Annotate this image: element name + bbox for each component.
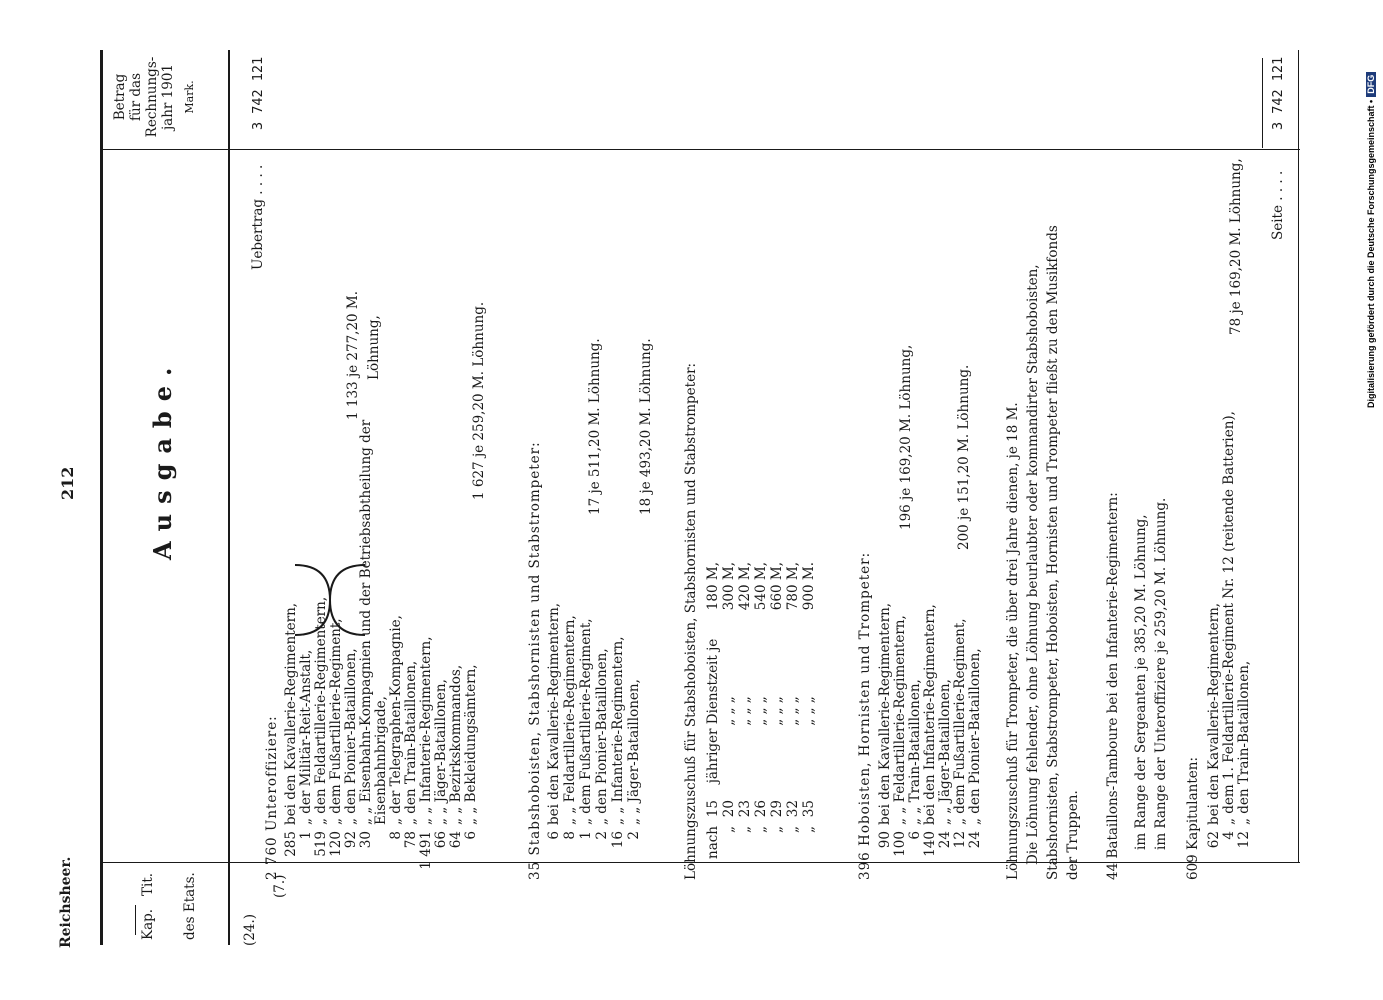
item-text: „ dem Fußartillerie-Regiment, [952,618,968,825]
item-count: 1 491 [418,831,434,870]
zuschuss-y: 15 [705,800,721,818]
item-count: 24 [937,831,953,849]
zuschuss-y: 20 [721,800,737,818]
item-text: bei den Infanterie-Regimentern, [922,604,938,825]
col-betrag-header [112,52,198,142]
stabshoboisten-brace2: 18 je 493,20 M. Löhnung. [638,338,654,515]
zuschuss-text: „ „ „ [769,696,785,726]
zuschuss-pre: „ [721,826,737,833]
list-item [785,558,801,860]
col-mark: Mark. [183,80,196,114]
top-rule [100,50,103,945]
item-text: „ „ Feldartillerie-Regimentern, [892,615,908,825]
list-item [403,661,419,870]
item-count: 78 [403,831,419,849]
item-text: „ „ Jäger-Bataillonen, [626,679,642,825]
col-tit: Tit. [140,872,156,896]
item-text: bei den Kavallerie-Regimentern, [877,602,893,825]
item-text: „ dem 1. Feldartillerie-Regiment Nr. 12 (reitende Batterien), [1221,411,1237,825]
item-count: 8 [562,831,578,840]
list-item [328,618,344,870]
item-text: bei den Kavallerie-Regimentern, [546,602,562,825]
zuschuss-text: „ „ „ [801,696,817,726]
list-item [721,558,737,860]
item-text: „ „ Jäger-Bataillonen, [433,679,449,825]
zuschuss-pre: „ [785,826,801,833]
unteroffiziere-brace1-line2: Löhnung, [366,315,382,380]
list-item [952,618,968,860]
unteroffiziere-brace2: 1 627 je 259,20 M. Löhnung. [471,301,487,500]
zuschuss-text: „ „ „ [753,696,769,726]
hoboisten-brace2: 200 je 151,20 M. Löhnung. [956,364,972,550]
list-item [418,636,434,870]
zuschuss-amt: 780 M, [785,562,801,611]
list-item [1236,661,1252,860]
item-text: „ den Train-Bataillonen, [403,660,419,825]
item-count: 12 [1236,831,1252,849]
item-count: 66 [433,831,449,849]
kapitulanten-brace: 78 je 169,20 M. Löhnung, [1228,158,1244,335]
list-item [937,679,953,860]
item-text: „ „ Bekleidungsämtern, [463,664,479,825]
sum-rule [1262,58,1263,148]
unteroffiziere-heading: 2 760 Unteroffiziere: [264,715,280,880]
item-text: „ den Pionier-Bataillonen, [343,648,359,825]
item-text: „ den Pionier-Bataillonen, [967,648,983,825]
item-count: 24 [967,831,983,849]
text-divider [100,149,1300,150]
zuschuss-text: „ „ „ [737,696,753,726]
tamboure-heading: 44 Bataillons-Tamboure bei den Infanterie-Regimentern: [1105,492,1121,880]
item-count: 4 [1221,831,1237,840]
col-kap: Kap. [140,908,156,940]
list-item [801,558,817,860]
dfg-credit-text: Digitalisierung gefördert durch die Deutsche Forschungsgemeinschaft • [1366,99,1376,408]
item-text: „ den Feldartillerie-Regimentern, [313,596,329,825]
list-item [892,615,908,860]
item-count: 92 [343,831,359,849]
tamboure-line1: im Range der Sergeanten je 385,20 M. Löhnung, [1133,514,1149,850]
item-count: 6 [907,831,923,840]
dfg-logo: DFG [1366,72,1376,97]
item-text: „ den Train-Bataillonen, [1236,660,1252,825]
hoboisten-brace1: 196 je 169,20 M. Löhnung, [898,344,914,530]
list-item [1206,603,1222,860]
item-count: 519 [313,831,329,857]
list-item [877,603,893,860]
col-betrag-line: jahr 1901 [160,63,176,131]
note-line2: Die Löhnung fehlender, ohne Löhnung beurlaubter oder kommandirter Stabshoboisten, [1025,264,1041,865]
item-count: 100 [892,831,908,857]
item-text: „ „ Bezirkskommandos, [448,664,464,825]
item-count: 1 [298,831,314,840]
col-des-etats: des Etats. [182,872,198,940]
page-heading: Ausgabe. [148,357,177,560]
zuschuss-pre: nach [705,826,721,859]
zuschuss-amt: 540 M, [753,562,769,611]
item-text: Eisenbahnbrigade, [373,696,389,825]
list-item [358,420,374,870]
item-count: 140 [922,831,938,857]
seite-amount: 3 742 121 [1270,56,1286,130]
zuschuss-amt: 300 M, [721,562,737,611]
uebertrag-label: Uebertrag . . . . [250,164,266,270]
page-number: 212 [58,466,77,500]
list-item [610,636,626,860]
item-text: „ „ Feldartillerie-Regimentern, [562,615,578,825]
list-item [753,558,769,860]
list-item [388,615,404,870]
kap-tit-divider [135,905,136,935]
list-item [463,664,479,870]
zuschuss-text: „ „ „ [721,696,737,726]
uebertrag-amount: 3 742 121 [250,56,266,130]
item-text: „ dem Fußartillerie-Regiment, [328,618,344,825]
item-count: 16 [610,831,626,849]
list-item [626,679,642,860]
list-item [737,558,753,860]
zuschuss-pre: „ [737,826,753,833]
item-text: bei den Kavallerie-Regimentern, [283,602,299,825]
seite-label: Seite . . . . [1270,170,1286,240]
list-item [283,603,299,870]
tamboure-line2: im Range der Unteroffiziere je 259,20 M. Löhnung. [1153,497,1169,850]
list-item [705,558,721,860]
zuschuss-pre: „ [769,826,785,833]
zuschuss-y: 29 [769,800,785,818]
item-count: 12 [952,831,968,849]
item-count: 62 [1206,831,1222,849]
list-item [433,679,449,870]
list-item [562,615,578,860]
note-line3: Stabshornisten, Stabstrompeter, Hoboisten, Hornisten und Trompeter fließt zu den Musikfonds [1045,225,1061,880]
brace [290,560,370,640]
item-text: „ der Telegraphen-Kompagnie, [388,615,404,825]
zuschuss-y: 26 [753,800,769,818]
zuschuss-pre: „ [801,826,817,833]
zuschuss-y: 23 [737,800,753,818]
list-item [907,679,923,860]
list-item [343,648,359,870]
bottom-rule [1298,50,1299,863]
item-text: „ dem Fußartillerie-Regiment, [578,618,594,825]
zuschuss-y: 35 [801,800,817,818]
list-item [448,665,464,870]
list-item [578,618,594,860]
item-count: 2 [626,831,642,840]
col-betrag-line: für das [128,72,144,122]
zuschuss-y: 32 [785,800,801,818]
note-line1: Löhnungszuschuß für Trompeter, die über drei Jahre dienen, je 18 M. [1005,402,1021,880]
zuschuss-amt: 180 M, [705,562,721,611]
zuschuss-amt: 660 M, [769,562,785,611]
kap-value: (24.) [242,913,258,946]
dfg-credit [1366,8,1380,408]
item-count: 8 [388,831,404,840]
col-betrag-line: Betrag [112,73,128,121]
zuschuss-heading: Löhnungszuschuß für Stabshoboisten, Stabshornisten und Stabstrompeter: [683,362,699,880]
item-text: „ „ Infanterie-Regimentern, [610,636,626,825]
col-betrag-line: Rechnungs- [144,56,160,138]
item-text: bei den Kavallerie-Regimentern, [1206,602,1222,825]
list-item [967,648,983,860]
stabshoboisten-brace1: 17 je 511,20 M. Löhnung. [587,338,603,515]
unteroffiziere-brace1: 1 133 je 277,20 M. [345,290,361,420]
item-count: 2 [594,831,610,840]
zuschuss-text: jähriger Dienstzeit je [705,638,721,784]
item-text: „ „ Infanterie-Regimentern, [418,636,434,825]
kapitulanten-heading: 609 Kapitulanten: [1185,757,1201,880]
zuschuss-pre: „ [753,826,769,833]
hoboisten-heading: 396 Hoboisten, Hornisten und Trompeter: [857,551,873,880]
item-count: 6 [546,831,562,840]
item-count: 30 [358,831,374,849]
item-count: 90 [877,831,893,849]
item-count: 64 [448,831,464,849]
list-item [1221,411,1237,860]
stabshoboisten-heading: 35 Stabshoboisten, Stabshornisten und Stabstrompeter: [527,441,543,880]
list-item [546,603,562,860]
list-item [594,648,610,860]
list-item [298,650,314,870]
item-text: „ „ Jäger-Bataillonen, [937,679,953,825]
zuschuss-text: „ „ „ [785,696,801,726]
item-count: 285 [283,831,299,857]
header-rule [228,50,230,945]
zuschuss-amt: 420 M, [737,562,753,611]
item-count: 6 [463,831,479,840]
list-item [769,558,785,860]
item-text: „ „ Train-Bataillonen, [907,679,923,825]
tit-value: (7.) [272,874,288,898]
item-text: „ „ Eisenbahn-Kompagnien und der Betriebsabtheilung der [358,419,374,825]
section-title: Reichsheer. [58,856,74,948]
item-text: „ der Militär-Reit-Anstalt, [298,649,314,825]
item-count: 1 [578,831,594,840]
note-line4: der Truppen. [1065,790,1081,880]
zuschuss-amt: 900 M. [801,562,817,611]
item-count: 120 [328,831,344,857]
list-item [922,604,938,860]
item-text: „ den Pionier-Bataillonen, [594,648,610,825]
list-item [373,696,389,870]
